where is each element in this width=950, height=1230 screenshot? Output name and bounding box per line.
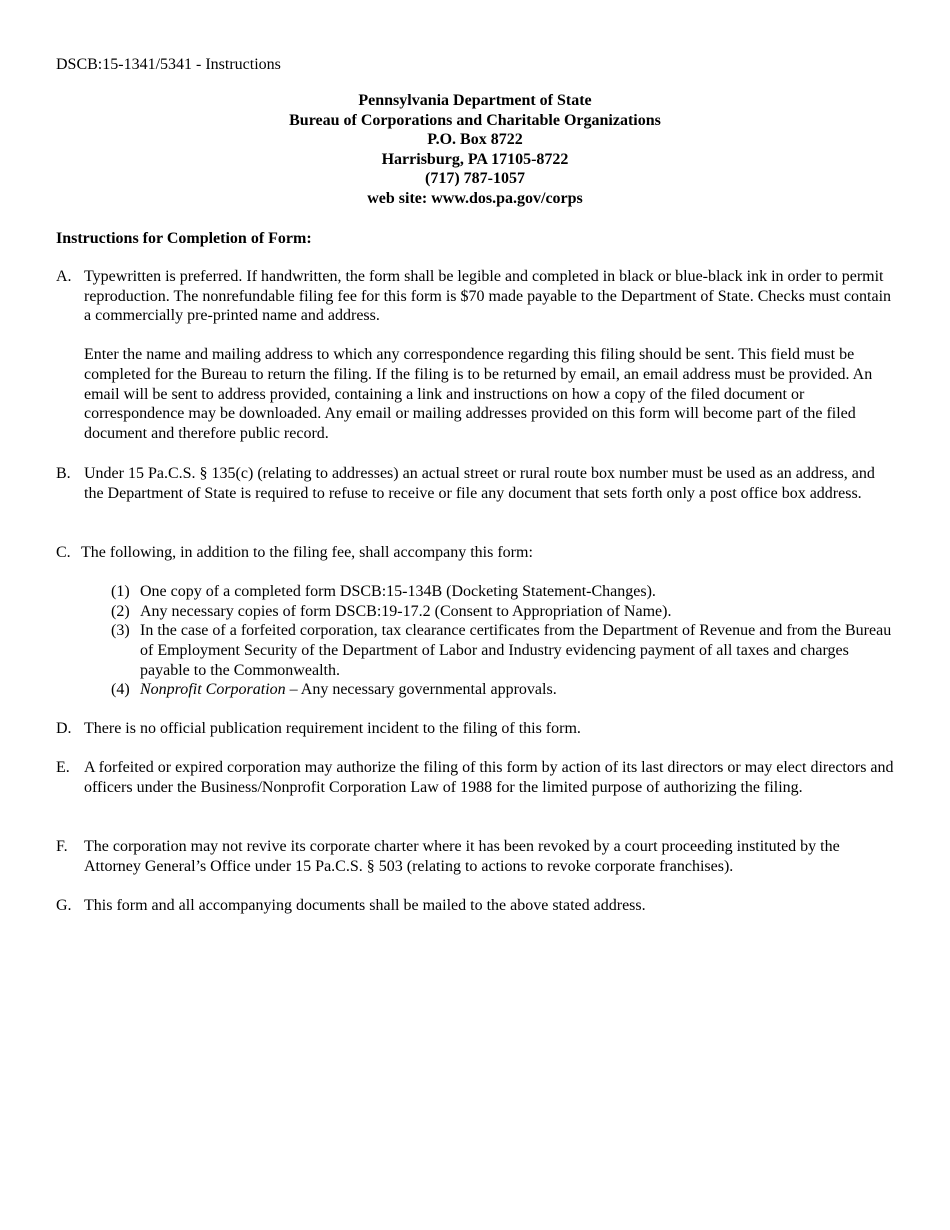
header-phone: (717) 787-1057 [425,170,525,188]
item-letter: A. [56,268,72,285]
item-b-text: Under 15 Pa.C.S. § 135(c) (relating to addresses) an actual street or rural route box number must be used as an address, and the Department of State is required to refuse to receive or file any document that sets forth only a post office box address. [84,465,875,502]
item-d-text: There is no official publication requirement incident to the filing of this form. [84,720,581,737]
header-po-box: P.O. Box 8722 [427,131,523,149]
header-website: web site: www.dos.pa.gov/corps [367,189,583,207]
list-item-italic-text: Nonprofit Corporation [140,681,286,699]
instruction-item-e [56,758,898,797]
instruction-item-a [56,267,898,443]
list-item-number: (4) [111,681,130,699]
list-item-number: (1) [111,583,130,601]
list-item-text: – Any necessary governmental approvals. [285,681,557,699]
item-letter: C. [56,544,71,561]
attachments-list [111,582,898,700]
item-a-paragraph-2: Enter the name and mailing address to which any correspondence regarding this filing should be sent. This field must be completed for the Bureau to return the filing. If the filing is to be returned by email, an email address must be provided. An email will be sent to address provided, containing a link and instructions on how a copy of the filed document or correspondence may be downloaded. Any email or mailing addresses provided on this form will become part of the filed document and therefore public record. [84,346,873,442]
item-f-text: The corporation may not revive its corporate charter where it has been revoked by a court proceeding instituted by the Attorney General’s Office under 15 Pa.C.S. § 503 (relating to actions to revoke corporate franchises). [84,838,840,875]
item-letter: B. [56,465,71,482]
item-letter: D. [56,720,72,737]
list-item-text: Any necessary copies of form DSCB:19-17.2 (Consent to Appropriation of Name). [140,602,672,620]
instruction-item-d [56,719,898,739]
list-item-text: One copy of a completed form DSCB:15-134B (Docketing Statement-Changes). [140,583,656,601]
list-item-text: In the case of a forfeited corporation, tax clearance certificates from the Department of Revenue and from the Bureau of Employment Security of the Department of Labor and Industry evidencing payment of all taxes and charges payable to the Commonwealth. [140,622,892,679]
item-letter: F. [56,838,68,855]
item-c-intro: The following, in addition to the filing fee, shall accompany this form: [81,544,533,561]
instructions-title: Instructions for Completion of Form: [56,230,312,247]
list-item [111,680,898,700]
form-code: DSCB:15-1341/5341 - Instructions [56,56,281,73]
item-g-text: This form and all accompanying documents shall be mailed to the above stated address. [84,897,646,914]
list-item [111,582,898,602]
header-department-name: Pennsylvania Department of State [358,92,592,109]
instruction-item-f [56,837,898,876]
department-header [0,91,950,209]
instruction-item-c [56,543,898,700]
instruction-item-g [56,896,898,916]
header-bureau-name: Bureau of Corporations and Charitable Organizations [289,111,661,129]
item-letter: E. [56,759,70,776]
item-a-paragraph-1: Typewritten is preferred. If handwritten, the form shall be legible and completed in black or blue-black ink in order to permit reproduction. The nonrefundable filing fee for this form is $70 made payable to the Department of State. Checks must contain a commercially pre-printed name and address. [84,268,892,325]
list-item-number: (2) [111,602,130,620]
item-letter: G. [56,897,72,914]
item-e-text: A forfeited or expired corporation may authorize the filing of this form by action of its last directors or may elect directors and officers under the Business/Nonprofit Corporation Law of 1988 for the limited purpose of authorizing the filing. [84,759,894,796]
list-item [111,621,898,680]
list-item-number: (3) [111,622,130,640]
header-city-state-zip: Harrisburg, PA 17105-8722 [381,150,569,168]
instruction-item-b [56,464,898,503]
list-item [111,602,898,622]
